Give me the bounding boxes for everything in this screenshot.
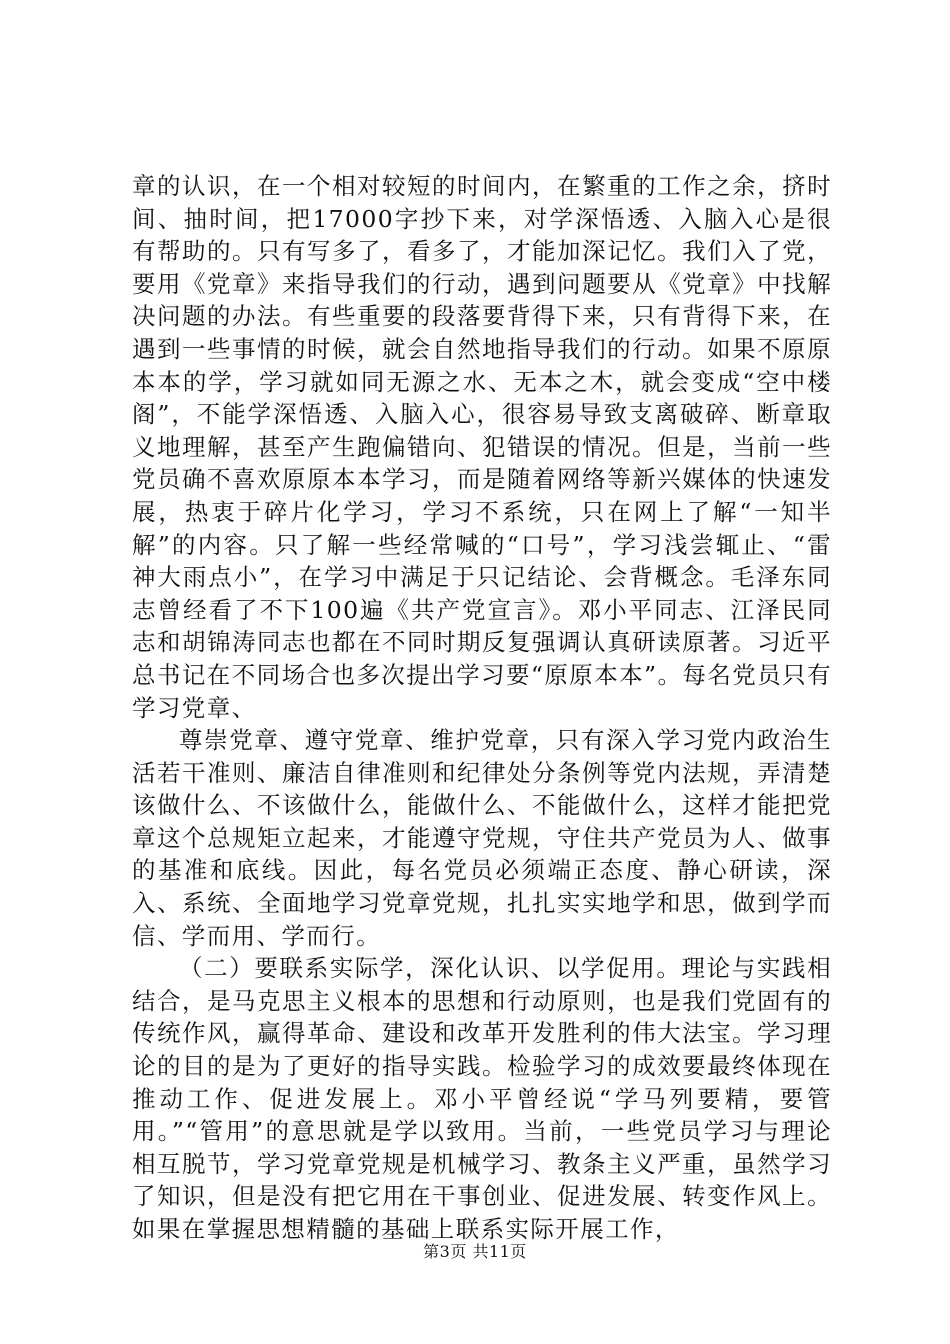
page-footer: 第3页 共11页: [423, 1242, 527, 1261]
paragraph-2: 尊崇党章、遵守党章、维护党章，只有深入学习党内政治生活若干准则、廉洁自律准则和纪律处分条例等党内法规，弄清楚该做什么、不该做什么，能做什么、不能做什么，这样才能把党章这个总规矩立起来，才能遵守党规，守住共产党员为人、做事的基准和底线。因此，每名党员必须端正态度、静心研读，深入、系统、全面地学习党章党规，扎扎实实地学和思，做到学而信、学而用、学而行。: [132, 726, 832, 950]
document-body: [132, 170, 832, 1246]
paragraph-3: （二）要联系实际学，深化认识、以学促用。理论与实践相结合，是马克思主义根本的思想和行动原则，也是我们党固有的传统作风，赢得革命、建设和改革开发胜利的伟大法宝。学习理论的目的是为了更好的指导实践。检验学习的成效要最终体现在推动工作、促进发展上。邓小平曾经说“学马列要精，要管用。”“管用”的意思就是学以致用。当前，一些党员学习与理论相互脱节，学习党章党规是机械学习、教条主义严重，虽然学习了知识，但是没有把它用在干事创业、促进发展、转变作风上。如果在掌握思想精髓的基础上联系实际开展工作，: [132, 954, 832, 1243]
paragraph-1: 章的认识，在一个相对较短的时间内，在繁重的工作之余，挤时间、抽时间，把17000字抄下来，对学深悟透、入脑入心是很有帮助的。只有写多了，看多了，才能加深记忆。我们入了党，要用《党章》来指导我们的行动，遇到问题要从《党章》中找解决问题的办法。有些重要的段落要背得下来，只有背得下来，在遇到一些事情的时候，就会自然地指导我们的行动。如果不原原本本的学，学习就如同无源之水、无本之木，就会变成“空中楼阁”，不能学深悟透、入脑入心，很容易导致支离破碎、断章取义地理解，甚至产生跑偏错向、犯错误的情况。但是，当前一些党员确不喜欢原原本本学习，而是随着网络等新兴媒体的快速发展，热衷于碎片化学习，学习不系统，只在网上了解“一知半解”的内容。只了解一些经常喊的“口号”，学习浅尝辄止、“雷神大雨点小”，在学习中满足于只记结论、会背概念。毛泽东同志曾经看了不下100遍《共产党宣言》。邓小平同志、江泽民同志和胡锦涛同志也都在不同时期反复强调认真研读原著。习近平总书记在不同场合也多次提出学习要“原原本本”。每名党员只有学习党章、: [132, 172, 832, 722]
